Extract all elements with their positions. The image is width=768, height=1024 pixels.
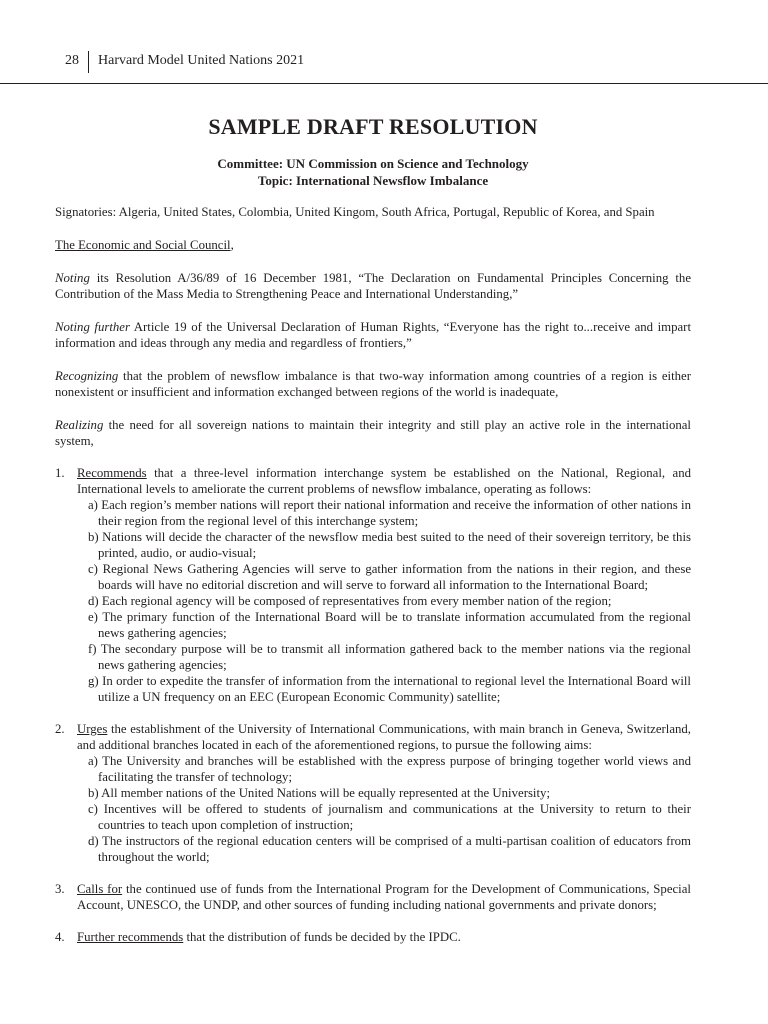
operative-phrase: Recommends [77,466,147,480]
preamble-phrase: Noting [55,271,90,285]
header-separator [88,51,89,73]
preamble-phrase: Realizing [55,418,104,432]
operative-phrase: Further recommends [77,930,184,944]
resolution-document [55,113,691,945]
sub-clause: e) The primary function of the International Board will be to translate information accumulated from the regional news gathering agencies; [88,610,691,640]
page-number: 28 [65,53,79,68]
sub-clause: g) In order to expedite the transfer of information from the international to regional level the International Board will utilize a UN frequency on an EEC (European Economic Community) satellite; [88,674,691,704]
preamble-clause [55,319,691,351]
sub-clause: d) The instructors of the regional education centers will be comprised of a multi-partisan coalition of educators from throughout the world; [88,834,691,864]
sub-clause-list [77,753,691,865]
committee-line: Committee: UN Commission on Science and Technology [217,156,529,171]
clause-body [77,881,691,913]
clause-text: the establishment of the University of International Communications, with main branch in Geneva, Switzerland, and additional branches located in each of the aforementioned regions, to pursue the following aims: [77,722,691,752]
running-header [0,51,768,84]
committee-body-name: The Economic and Social Council [55,238,231,252]
preamble-text: its Resolution A/36/89 of 16 December 1981, “The Declaration on Fundamental Principles Concerning the Contribution of the Mass Media to Strengthening Peace and International Understanding,” [55,271,691,301]
clause-number: 3. [55,882,65,896]
preamble-clause [55,368,691,400]
clause-number: 1. [55,466,65,480]
sub-clause: d) Each regional agency will be composed of representatives from every member nation of the region; [88,594,612,608]
publication-title: Harvard Model United Nations 2021 [98,53,305,68]
sub-clause: b) All member nations of the United Nations will be equally represented at the University; [88,786,550,800]
preamble-text: Article 19 of the Universal Declaration of Human Rights, “Everyone has the right to...receive and impart information and ideas through any media and regardless of frontiers,” [55,320,692,350]
sub-clause: a) The University and branches will be established with the express purpose of bringing together world views and facilitating the transfer of technology; [88,754,691,784]
operative-clauses [55,465,691,945]
operative-phrase: Calls for [77,882,123,896]
sub-clause: f) The secondary purpose will be to transmit all information gathered back to the member nations via the regional news gathering agencies; [88,642,691,672]
operative-phrase: Urges [77,722,108,736]
clause-number: 2. [55,722,65,736]
preamble-clause [55,270,691,302]
operative-clause [55,929,691,945]
committee-body: The Economic and Social Council, [55,238,234,252]
preamble-text: that the problem of newsflow imbalance is that two-way information among countries of a region is either nonexistent or insufficient and information exchanged between regions of the world is inadequate, [55,369,691,399]
sub-clause: c) Regional News Gathering Agencies will serve to gather information from the nations in their region, and these boards will have no editorial discretion and will serve to forward all information to the International Board; [88,562,691,592]
preamble-phrase: Recognizing [55,369,119,383]
operative-clause [55,721,691,865]
signatories: Signatories: Algeria, United States, Colombia, United Kingom, South Africa, Portugal, Republic of Korea, and Spain [55,205,655,219]
operative-clause [55,465,691,705]
sub-clause: b) Nations will decide the character of the newsflow media best suited to the need of their sovereign territory, be this printed, audio, or audio-visual; [88,530,691,560]
topic-line: Topic: International Newsflow Imbalance [257,173,489,188]
clause-number: 4. [55,930,65,944]
sub-clause: a) Each region’s member nations will report their national information and receive the information of other nations in their region from the regional level of this interchange system; [88,498,691,528]
clause-text: that a three-level information interchange system be established on the National, Regional, and International levels to ameliorate the current problems of newsflow imbalance, operating as follows: [77,466,691,496]
clause-text: the continued use of funds from the International Program for the Development of Communications, Special Account, UNESCO, the UNDP, and other sources of funding including national governments and private donors; [77,882,691,912]
clause-body [77,465,691,497]
preamble-phrase: Noting further [55,320,130,334]
preamble-text: the need for all sovereign nations to maintain their integrity and still play an active role in the international system, [55,418,691,448]
document-title: SAMPLE DRAFT RESOLUTION [208,114,538,139]
preamble-clause [55,417,691,449]
clause-body [77,721,691,753]
sub-clause-list [77,497,691,705]
operative-clause [55,881,691,913]
preambulatory-clauses [55,270,691,449]
clause-body [77,929,691,945]
clause-text: that the distribution of funds be decided by the IPDC. [183,930,461,944]
sub-clause: c) Incentives will be offered to students of journalism and communications at the University to return to their countries to teach upon completion of instruction; [88,802,691,832]
